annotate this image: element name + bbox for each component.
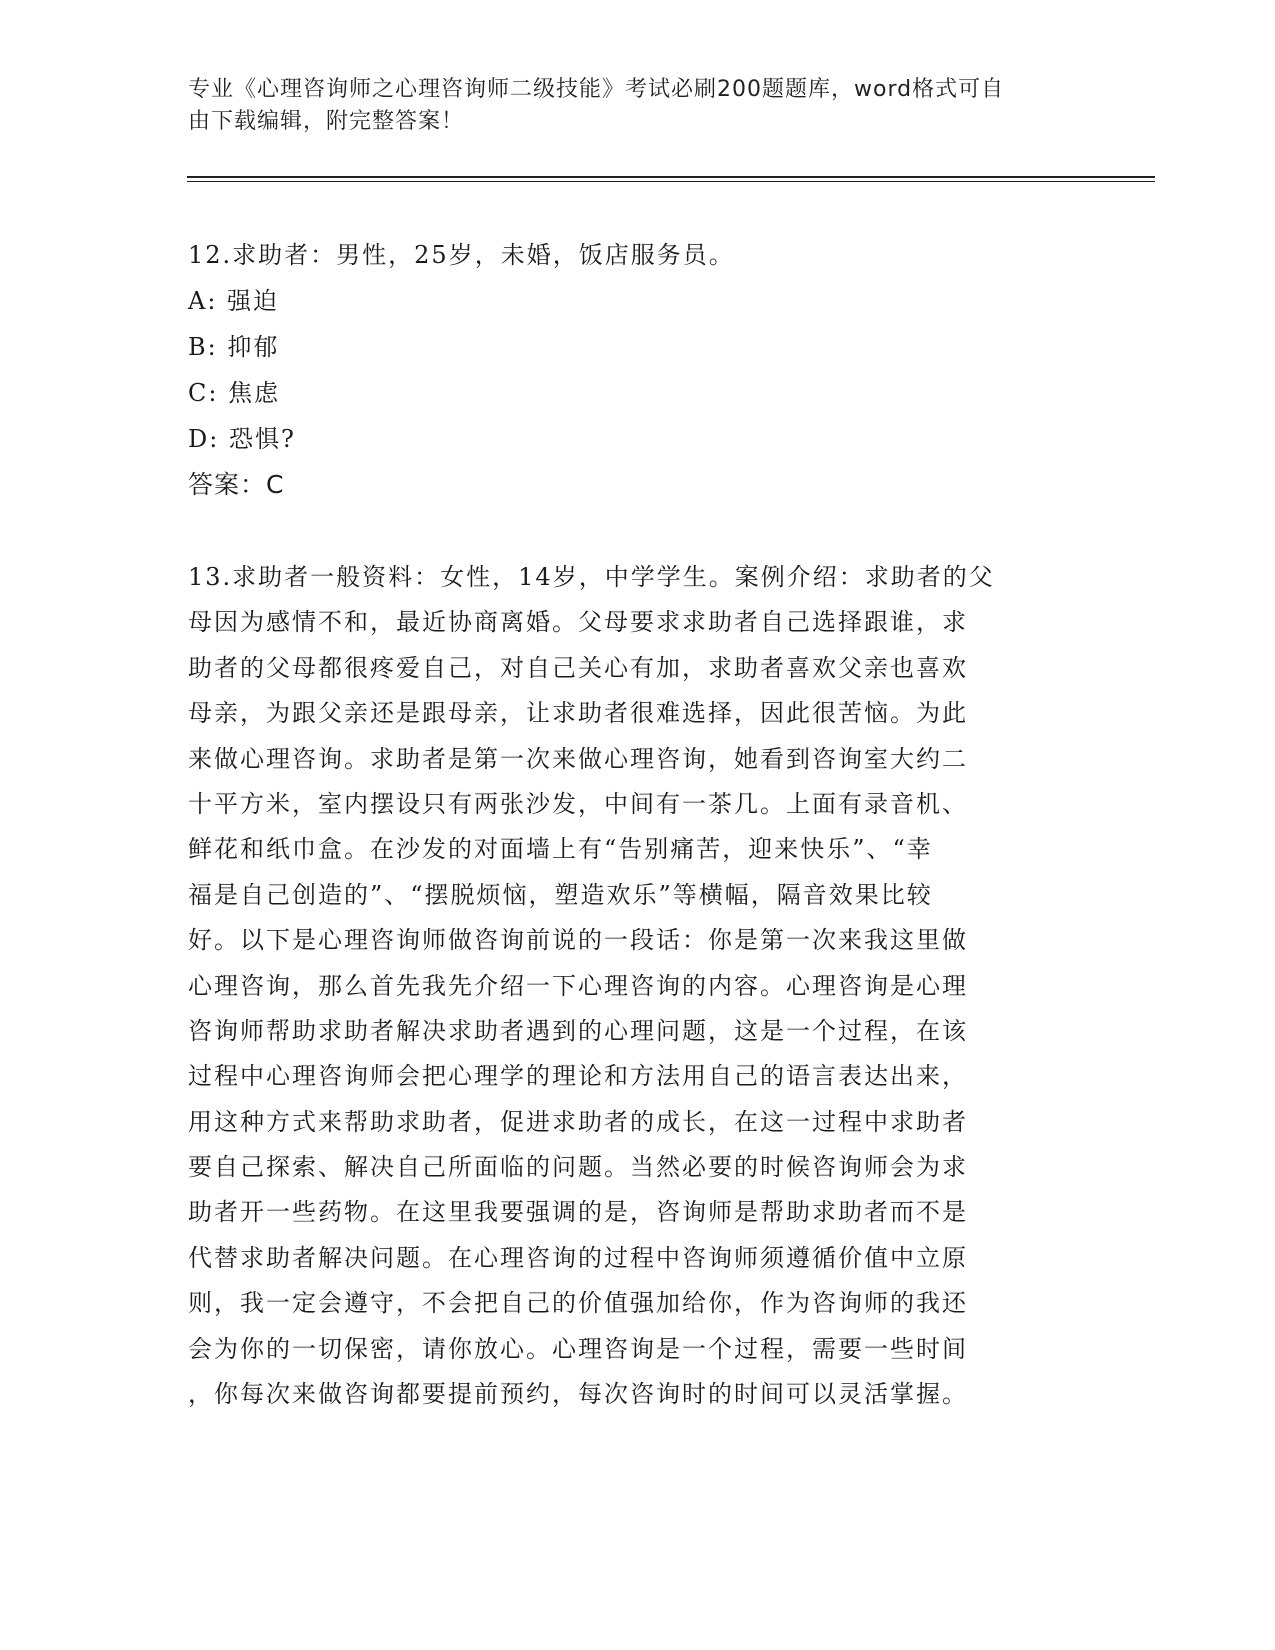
question-12-option-d: D: 恐惧? [188,425,296,453]
question-13-line: 母亲，为跟父亲还是跟母亲，让求助者很难选择，因此很苦恼。为此 [188,699,968,728]
question-13-line: 鲜花和纸巾盒。在沙发的对面墙上有“告别痛苦，迎来快乐”、“幸 [188,835,933,864]
question-13-line: 福是自己创造的”、“摆脱烦恼，塑造欢乐”等横幅，隔音效果比较 [188,880,933,909]
header-divider-thick [187,176,1155,178]
question-13-line: 十平方米，室内摆设只有两张沙发，中间有一茶几。上面有录音机、 [188,789,968,818]
header-line-2: 由下载编辑，附完整答案！ [188,109,465,134]
question-12-option-b: B: 抑郁 [188,333,280,361]
question-13-line: 好。以下是心理咨询师做咨询前说的一段话：你是第一次来我这里做 [188,926,968,955]
question-13-line: 代替求助者解决问题。在心理咨询的过程中咨询师须遵循价值中立原 [188,1243,968,1272]
question-13-line: 会为你的一切保密，请你放心。心理咨询是一个过程，需要一些时间 [188,1334,968,1363]
question-13-line: 咨询师帮助求助者解决求助者遇到的心理问题，这是一个过程，在该 [188,1016,968,1045]
header-line-1: 专业《心理咨询师之心理咨询师二级技能》考试必刷200题题库，word格式可自 [188,77,1005,102]
question-12 [188,232,1088,508]
question-13-line: ，你每次来做咨询都要提前预约，每次咨询时的时间可以灵活掌握。 [188,1380,968,1409]
question-13-line: 13.求助者一般资料：女性，14岁，中学学生。案例介绍：求助者的父 [188,563,995,591]
question-13-line: 要自己探索、解决自己所面临的问题。当然必要的时候咨询师会为求 [188,1153,968,1182]
question-12-answer: 答案：C [188,470,285,499]
question-12-option-a: A: 强迫 [188,287,280,315]
document-header [188,74,1068,138]
question-13-line: 心理咨询，那么首先我先介绍一下心理咨询的内容。心理咨询是心理 [188,971,968,1000]
question-13-line: 助者的父母都很疼爱自己，对自己关心有加，求助者喜欢父亲也喜欢 [188,653,968,682]
question-13-line: 母因为感情不和，最近协商离婚。父母要求求助者自己选择跟谁，求 [188,608,968,637]
question-13 [188,555,1088,1417]
header-divider-thin [187,181,1155,182]
question-13-line: 过程中心理咨询师会把心理学的理论和方法用自己的语言表达出来， [188,1062,968,1091]
question-13-line: 助者开一些药物。在这里我要强调的是，咨询师是帮助求助者而不是 [188,1198,968,1227]
question-13-line: 则，我一定会遵守，不会把自己的价值强加给你，作为咨询师的我还 [188,1289,968,1318]
question-13-line: 来做心理咨询。求助者是第一次来做心理咨询，她看到咨询室大约二 [188,744,968,773]
question-12-stem: 12.求助者：男性，25岁，未婚，饭店服务员。 [188,241,735,269]
question-12-option-c: C: 焦虑 [188,379,281,407]
question-13-line: 用这种方式来帮助求助者，促进求助者的成长，在这一过程中求助者 [188,1107,968,1136]
